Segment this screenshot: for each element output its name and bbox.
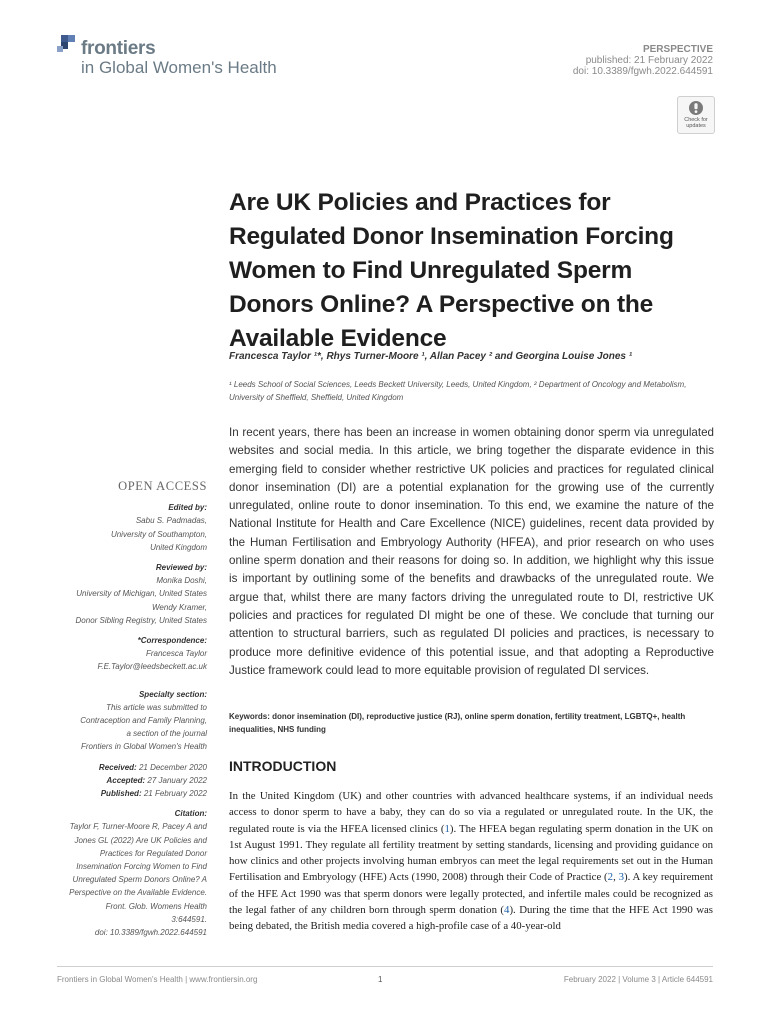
citation-line: Perspective on the Available Evidence. bbox=[69, 888, 207, 898]
accepted-date: Accepted: 27 January 2022 bbox=[106, 775, 207, 785]
correspondence-name: Francesca Taylor bbox=[145, 649, 207, 659]
footer-divider bbox=[57, 966, 713, 967]
section-heading-introduction: INTRODUCTION bbox=[229, 758, 337, 774]
check-for-updates-label: Check for updates bbox=[684, 117, 708, 129]
article-title: Are UK Policies and Practices for Regulated Donor Insemination Forcing Women to Find Unregulated Sperm Donors Online? A Perspective on the Available Evidence bbox=[229, 189, 674, 352]
reviewer-line: Monika Doshi, bbox=[156, 576, 207, 586]
journal-name: in Global Women's Health bbox=[81, 58, 277, 77]
reviewer-line: University of Michigan, United States bbox=[76, 589, 207, 599]
article-doi[interactable]: doi: 10.3389/fgwh.2022.644591 bbox=[572, 66, 713, 77]
specialty-line: This article was submitted to bbox=[106, 702, 207, 712]
page-number: 1 bbox=[378, 975, 383, 984]
keywords: Keywords: donor insemination (DI), reproductive justice (RJ), online sperm donation, fertility treatment, LGBTQ+, health inequalities, NHS funding bbox=[229, 712, 686, 734]
citation-label: Citation: bbox=[174, 809, 207, 819]
open-access-label: OPEN ACCESS bbox=[118, 479, 207, 493]
editor-line: Sabu S. Padmadas, bbox=[135, 516, 207, 526]
correspondence-label: *Correspondence: bbox=[137, 636, 207, 646]
citation-line: Insemination Forcing Women to Find bbox=[76, 862, 207, 872]
citation-line: Front. Glob. Womens Health bbox=[105, 901, 207, 911]
author-list: Francesca Taylor ¹*, Rhys Turner-Moore ¹, Allan Pacey ² and Georgina Louise Jones ¹ bbox=[229, 351, 633, 362]
citation-link[interactable]: 1 bbox=[444, 822, 450, 835]
correspondence-email-link[interactable]: F.E.Taylor@leedsbeckett.ac.uk bbox=[97, 662, 207, 672]
specialty-line: Contraception and Family Planning, bbox=[80, 716, 207, 726]
specialty-section-label: Specialty section: bbox=[138, 689, 207, 699]
article-meta bbox=[573, 44, 713, 77]
article-info-sidebar bbox=[40, 480, 207, 939]
reviewed-by-label: Reviewed by: bbox=[155, 563, 207, 573]
citation-doi-link[interactable]: doi: 10.3389/fgwh.2022.644591 bbox=[94, 928, 207, 938]
citation-line: 3:644591. bbox=[171, 914, 207, 924]
affiliations: ¹ Leeds School of Social Sciences, Leeds Beckett University, Leeds, United Kingdom, ² Department of Oncology and Metabolism, University of Sheffield, Sheffield, United Kingdom bbox=[229, 380, 687, 402]
article-type: PERSPECTIVE bbox=[642, 44, 713, 55]
citation-link[interactable]: 4 bbox=[504, 904, 510, 917]
edited-by-label: Edited by: bbox=[168, 503, 207, 513]
specialty-line: a section of the journal bbox=[126, 729, 207, 739]
citation-line: Jones GL (2022) Are UK Policies and bbox=[74, 835, 207, 845]
published-date: published: 21 February 2022 bbox=[585, 55, 713, 66]
reviewer-line: Donor Sibling Registry, United States bbox=[75, 615, 207, 625]
introduction-paragraph: In the United Kingdom (UK) and other countries with advanced healthcare systems, if an individual needs access to donor sperm to have a baby, they can do so via a regulated or unregulated route. In the UK, the regulated route is via the HFEA licensed clinics (1). The HFEA began regulating sperm donation in the UK on 1st August 1991. They regulate all fertility treatment by setting standards, licensing and providing guidance on how clinics and other projects involving human embryos can meet the legal requirements set out in the Human Fertilisation and Embryology (HFE) Acts (1990, 2008) through their Code of Practice (2, 3). A key requirement of the HFE Act 1990 was that sperm donors were legally protected, and infertile males could be recognized as the legal father of any children born through sperm donation (4). During the time that the HFE Act 1990 was being debated, the British media covered a high-profile case of a 40-year-old bbox=[229, 790, 713, 933]
journal-logo bbox=[57, 34, 297, 80]
abstract: In recent years, there has been an increase in women obtaining donor sperm via unregulated websites and social media. In this article, we bring together the disparate evidence in this emerging field to consider whether restrictive UK policies and practices for regulated clinical donor insemination (DI) are a potential explanation for the growing use of the currently unregulated, online route to donor insemination. To this end, we examine the nature of the National Institute for Health and Care Excellence (NICE) guidelines, recent data provided by the Human Fertilisation and Embryology Authority (HFEA), and prior research on who uses online sperm donation and their reasons for doing so. In addition, we highlight why this issue is important by outlining some of the benefits and drawbacks of the unregulated route. We argue that, whilst there are many factors driving the unregulated route to DI, restrictive UK policies and practices for regulated DI might be one of these. We conclude that turning our attention to structural barriers, such as regulated DI policies and practices, is necessary to produce more definitive evidence of this potential issue, and that adopting a Reproductive Justice framework could lead to more equitable provision of regulated DI services. bbox=[229, 426, 714, 677]
check-for-updates-button[interactable] bbox=[677, 96, 715, 134]
citation-link[interactable]: 3 bbox=[618, 871, 624, 884]
editor-line: United Kingdom bbox=[150, 542, 207, 552]
citation-line: Practices for Regulated Donor bbox=[99, 848, 207, 858]
crossmark-icon bbox=[688, 100, 704, 116]
specialty-line: Frontiers in Global Women's Health bbox=[80, 742, 207, 752]
footer-volume-info: February 2022 | Volume 3 | Article 644591 bbox=[563, 975, 713, 984]
reviewer-line: Wendy Kramer, bbox=[152, 602, 207, 612]
published-date-sidebar: Published: 21 February 2022 bbox=[100, 789, 207, 799]
citation-link[interactable]: 2 bbox=[607, 871, 614, 884]
footer-journal-link[interactable]: Frontiers in Global Women's Health | www.frontiersin.org bbox=[57, 975, 258, 984]
editor-line: University of Southampton, bbox=[110, 529, 207, 539]
brand-name: frontiers bbox=[81, 38, 156, 59]
citation-line: Unregulated Sperm Donors Online? A bbox=[72, 875, 207, 885]
frontiers-logo-icon bbox=[57, 34, 81, 58]
citation-line: Taylor F, Turner-Moore R, Pacey A and bbox=[69, 822, 207, 832]
received-date: Received: 21 December 2020 bbox=[98, 762, 207, 772]
